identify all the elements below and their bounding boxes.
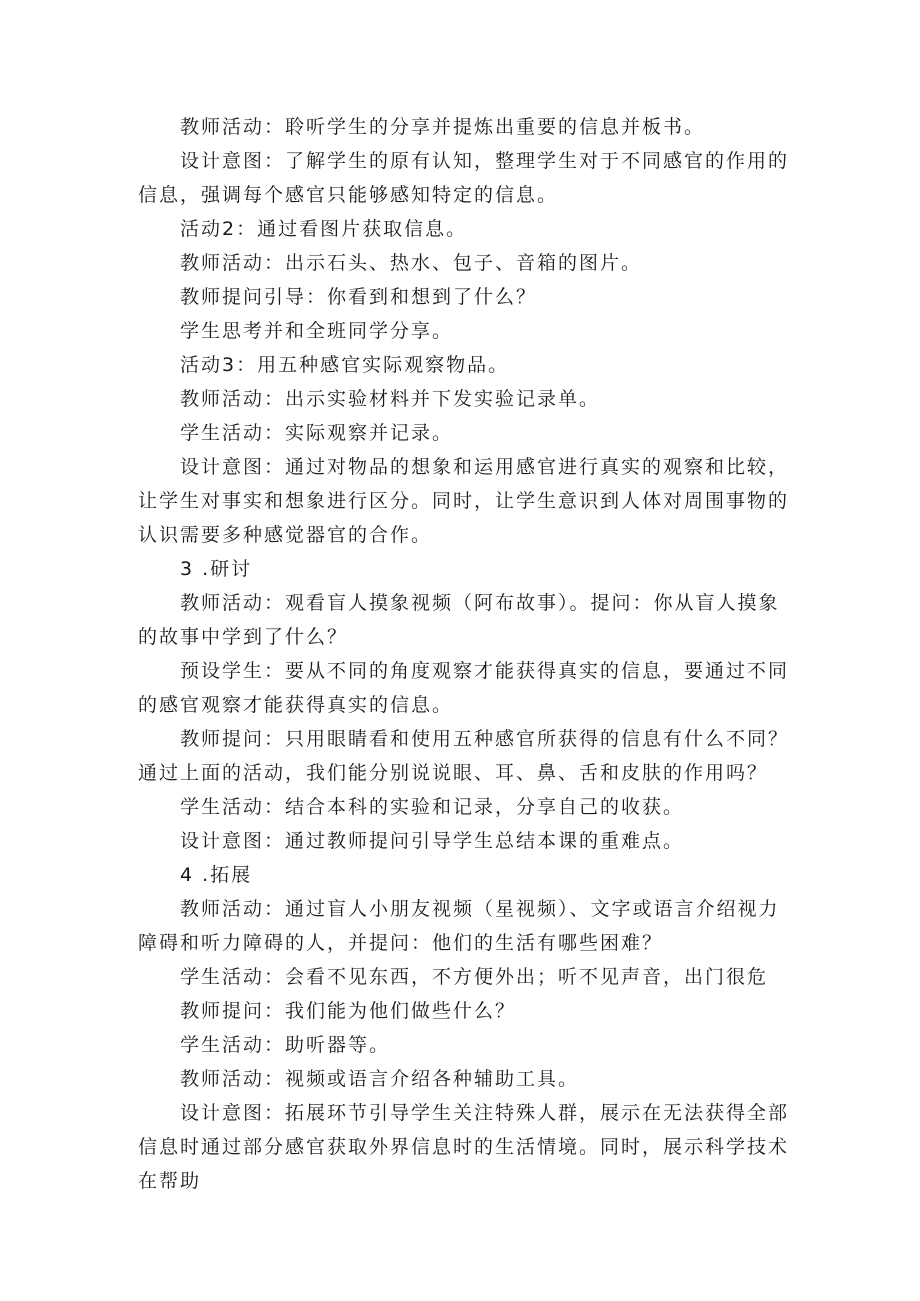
paragraph-21: 学生活动：助听器等。 [180,1034,391,1056]
paragraph-19: 学生活动：会看不见东西，不方便外出；听不见声音，出门很危 [180,966,769,988]
paragraph-6: 学生思考并和全班同学分享。 [180,320,454,342]
section-heading-4: 4 .拓展 [180,864,253,886]
paragraph-15: 学生活动：结合本科的实验和记录，分享自己的收获。 [180,796,685,818]
paragraph-2: 设计意图：了解学生的原有认知，整理学生对于不同感官的作用的信息，强调每个感官只能够感知特定的信息。 [138,150,790,206]
paragraph-22: 教师活动：视频或语言介绍各种辅助工具。 [180,1068,580,1090]
paragraph-13: 预设学生：要从不同的角度观察才能获得真实的信息，要通过不同的感官观察才能获得真实的信息。 [138,660,790,716]
paragraph-16: 设计意图：通过教师提问引导学生总结本课的重难点。 [180,830,685,852]
paragraph-12: 教师活动：观看盲人摸象视频（阿布故事）。提问：你从盲人摸象的故事中学到了什么？ [138,592,780,648]
section-heading-3: 3 .研讨 [180,558,253,580]
paragraph-9: 学生活动：实际观察并记录。 [180,422,454,444]
paragraph-8: 教师活动：出示实验材料并下发实验记录单。 [180,388,601,410]
paragraph-1: 教师活动：聆听学生的分享并提炼出重要的信息并板书。 [180,116,706,138]
paragraph-7: 活动3：用五种感官实际观察物品。 [180,354,510,376]
paragraph-14: 教师提问：只用眼睛看和使用五种感官所获得的信息有什么不同？通过上面的活动，我们能分别说说眼、耳、鼻、舌和皮肤的作用吗？ [138,728,790,784]
paragraph-10: 设计意图：通过对物品的想象和运用感官进行真实的观察和比较，让学生对事实和想象进行区分。同时，让学生意识到人体对周围事物的认识需要多种感觉器官的合作。 [138,456,790,546]
paragraph-4: 教师活动：出示石头、热水、包子、音箱的图片。 [180,252,643,274]
paragraph-18: 教师活动：通过盲人小朋友视频（星视频）、文字或语言介绍视力障碍和听力障碍的人，并提问：他们的生活有哪些困难？ [138,898,780,954]
paragraph-5: 教师提问引导：你看到和想到了什么？ [180,286,538,308]
paragraph-23: 设计意图：拓展环节引导学生关注特殊人群，展示在无法获得全部信息时通过部分感官获取外界信息时的生活情境。同时，展示科学技术在帮助 [138,1102,790,1192]
paragraph-20: 教师提问：我们能为他们做些什么？ [180,1000,517,1022]
paragraph-3: 活动2：通过看图片获取信息。 [180,218,468,240]
